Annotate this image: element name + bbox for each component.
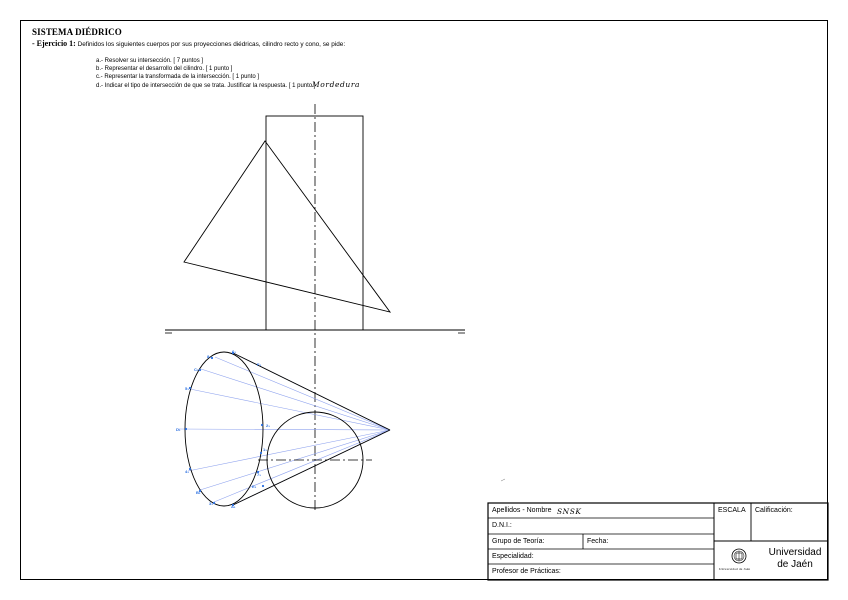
name-value[interactable]: SNSK xyxy=(557,507,582,516)
point-label: 1₁ xyxy=(263,447,267,452)
task-b: b.- Representar el desarrollo del cilindro. [ 1 punto ] xyxy=(96,66,233,73)
university-name xyxy=(762,547,828,571)
dni-label: D.N.I.: xyxy=(492,522,512,529)
cylinder-elevation xyxy=(266,116,363,330)
point-label: 8₁ xyxy=(207,354,211,359)
exercise-label: - Ejercicio 1: xyxy=(32,39,76,48)
point-label: A₁ xyxy=(231,504,236,509)
university-small-caption: Universidad de Jaén xyxy=(719,567,751,571)
scale-label: ESCALA xyxy=(718,507,746,514)
university-line2: de Jaén xyxy=(777,559,813,570)
construction-lines xyxy=(178,353,390,505)
date-label: Fecha: xyxy=(587,538,609,545)
task-c: c.- Representar la transformada de la intersección. [ 1 punto ] xyxy=(96,74,260,81)
task-d: d.- Indicar el tipo de intersección de que se trata. Justificar la respuesta. [ 1 punto ] xyxy=(96,82,316,89)
university-line1: Universidad xyxy=(768,547,822,558)
point-label: 7₁ xyxy=(257,472,261,477)
point-label: D₁ xyxy=(176,427,181,432)
name-label: Apellidos - Nombre xyxy=(492,507,552,514)
group-label: Grupo de Teoría: xyxy=(492,538,545,545)
point-label: E₁ xyxy=(252,484,257,489)
point-label: 4₁ xyxy=(185,469,189,474)
point-label: C₁ xyxy=(194,367,199,372)
specialty-label: Especialidad: xyxy=(492,553,534,560)
sheet-title: SISTEMA DIÉDRICO xyxy=(32,27,122,37)
point-label: 2₁ xyxy=(266,423,270,428)
point-label: B₁ xyxy=(196,490,201,495)
cone-elevation xyxy=(184,141,390,312)
exercise-text: Definidos los siguientes cuerpos por sus proyecciones diédricas, cilindro recto y cono, se pide: xyxy=(77,41,346,48)
point-label: 3₁ xyxy=(209,501,213,506)
point-label: F₁ xyxy=(257,362,262,367)
handwritten-answer-d: Mordedura xyxy=(312,80,361,89)
point-label: 5₁ xyxy=(185,386,189,391)
cone-contour-lower xyxy=(233,430,390,505)
point-label: 6₁ xyxy=(232,349,236,354)
university-seal-icon xyxy=(732,549,746,563)
task-a: a.- Resolver su intersección. [ 7 puntos ] xyxy=(96,58,204,64)
grade-label: Calificación: xyxy=(755,507,793,514)
stray-mark xyxy=(501,479,505,481)
professor-label: Profesor de Prácticas: xyxy=(492,568,561,575)
